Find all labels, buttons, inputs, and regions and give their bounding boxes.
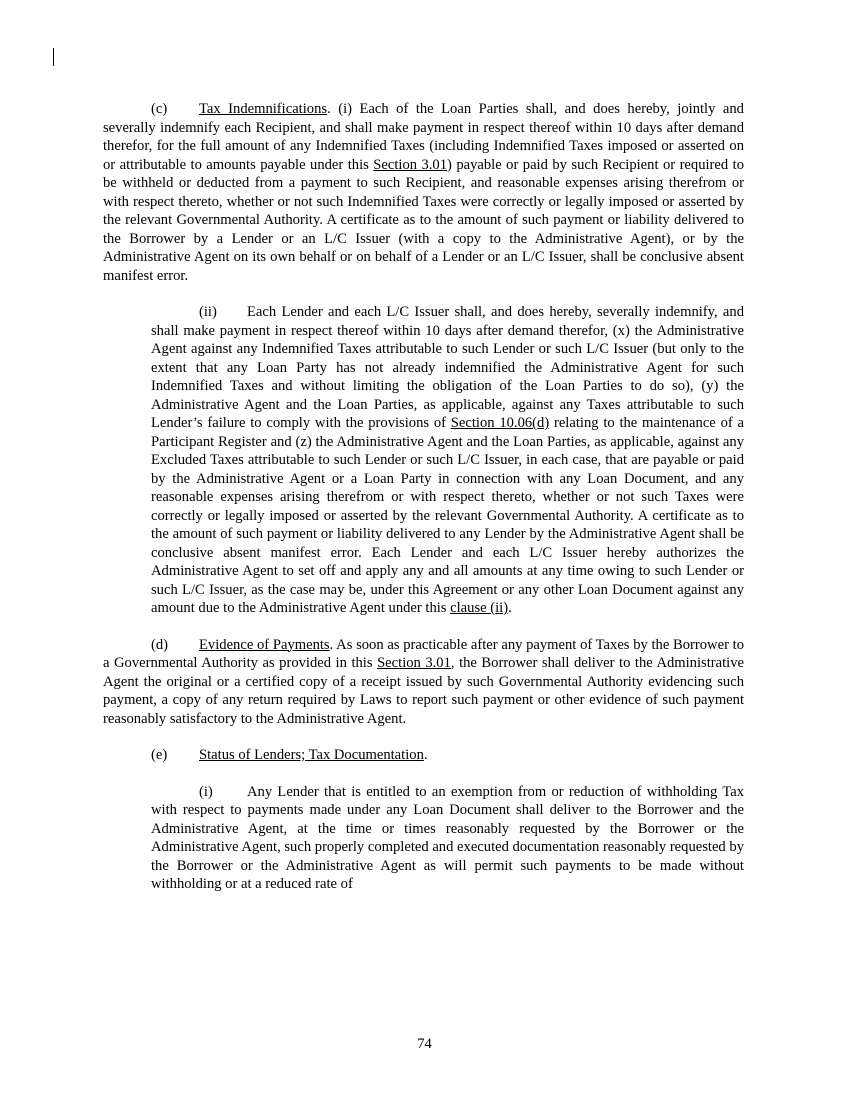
paragraph-d-evidence-of-payments (103, 636, 744, 729)
paragraph-label: (d) (151, 636, 169, 653)
section-reference: Section 3.01 (377, 655, 451, 671)
paragraph-text: . As soon as practicable after any payment of Taxes by the Borrower to a Governmental Authority as provided in this (103, 636, 744, 671)
paragraph-label: (e) (151, 747, 168, 763)
subparagraph-label: (i) (199, 783, 213, 800)
paragraph-text: . (508, 600, 512, 616)
paragraph-text: . (i) Each of the Loan Parties shall, and does hereby, jointly and severally indemnify each Recipient, and shall make payment in respect thereof within 10 days after demand therefor, for the full amount of any Indemnified Taxes (including Indemnified Taxes imposed or asserted on or attributable to amounts payable under this (103, 101, 744, 173)
page-number: 74 (417, 1036, 432, 1052)
document-body (103, 100, 744, 912)
paragraph-label: (c) (151, 101, 168, 117)
paragraph-text: , the Borrower shall deliver to the Administrative Agent the original or a certified copy of a receipt issued by such Governmental Authority evidencing such payment, a copy of any return required by Laws to report such payment or other evidence of such payment reasonably satisfactory to the Administrative Agent. (103, 655, 744, 727)
paragraph-c-tax-indemnifications (103, 100, 744, 285)
paragraph-e-status-of-lenders (103, 746, 744, 765)
section-reference: Section 10.06(d) (450, 415, 550, 431)
revision-change-bar (53, 48, 54, 66)
section-heading: Evidence of Payments (199, 636, 330, 653)
section-reference: Section 3.01 (373, 156, 448, 173)
paragraph-text: ) payable or paid by such Recipient or required to be withheld or deducted from a payment to such Recipient, and reasonable expenses arising therefrom or with respect thereto, whether or not such Indemnified Taxes were correctly or legally imposed or asserted by the relevant Governmental Authority. A certificate as to the amount of such payment or liability delivered to the Borrower by a Lender or an L/C Issuer (with a copy to the Administrative Agent), or by the Administrative Agent on its own behalf or on behalf of a Lender or an L/C Issuer, shall be conclusive absent manifest error. (103, 156, 744, 284)
paragraph-text: Each Lender and each L/C Issuer shall, and does hereby, severally indemnify, and shall make payment in respect thereof within 10 days after demand therefor, (x) the Administrative Agent against any Indemnified Taxes attributable to such Lender or such L/C Issuer (but only to the extent that any Loan Party has not already indemnified the Administrative Agent for such Indemnified Taxes and without limiting the obligation of the Loan Parties to do so), (y) the Administrative Agent and the Loan Parties, as applicable, against any Taxes attributable to such Lender’s failure to comply with the provisions of (151, 304, 744, 431)
subparagraph-c-ii (151, 303, 744, 618)
subparagraph-e-i (151, 783, 744, 894)
paragraph-text: Any Lender that is entitled to an exemption from or reduction of withholding Tax with respect to payments made under any Loan Document shall deliver to the Borrower and the Administrative Agent, at the time or times reasonably requested by the Borrower or the Administrative Agent, such properly completed and executed documentation reasonably requested by the Borrower or the Administrative Agent as will permit such payments to be made without withholding or at a reduced rate of (151, 783, 744, 892)
paragraph-text: . (423, 747, 428, 763)
clause-reference: clause (ii) (450, 600, 509, 616)
subparagraph-label: (ii) (199, 304, 217, 320)
section-heading: Tax Indemnifications (199, 101, 328, 117)
paragraph-text: relating to the maintenance of a Participant Register and (z) the Administrative Agent and the Loan Parties, as applicable, against any Excluded Taxes attributable to such Lender or such L/C Issuer, in each case, that are payable or paid by the Administrative Agent or a Loan Party in connection with any Loan Document, and any reasonable expenses arising therefrom or with respect thereto, whether or not such Taxes were correctly or legally imposed or asserted by the relevant Governmental Authority. A certificate as to the amount of such payment or liability delivered to any Lender by the Administrative Agent shall be conclusive absent manifest error. Each Lender and each L/C Issuer hereby authorizes the Administrative Agent to set off and apply any and all amounts at any time owing to such Lender or such L/C Issuer, as the case may be, under this Agreement or any other Loan Document against any amount due to the Administrative Agent under this (151, 415, 744, 616)
section-heading: Status of Lenders; Tax Documentation (199, 747, 424, 763)
